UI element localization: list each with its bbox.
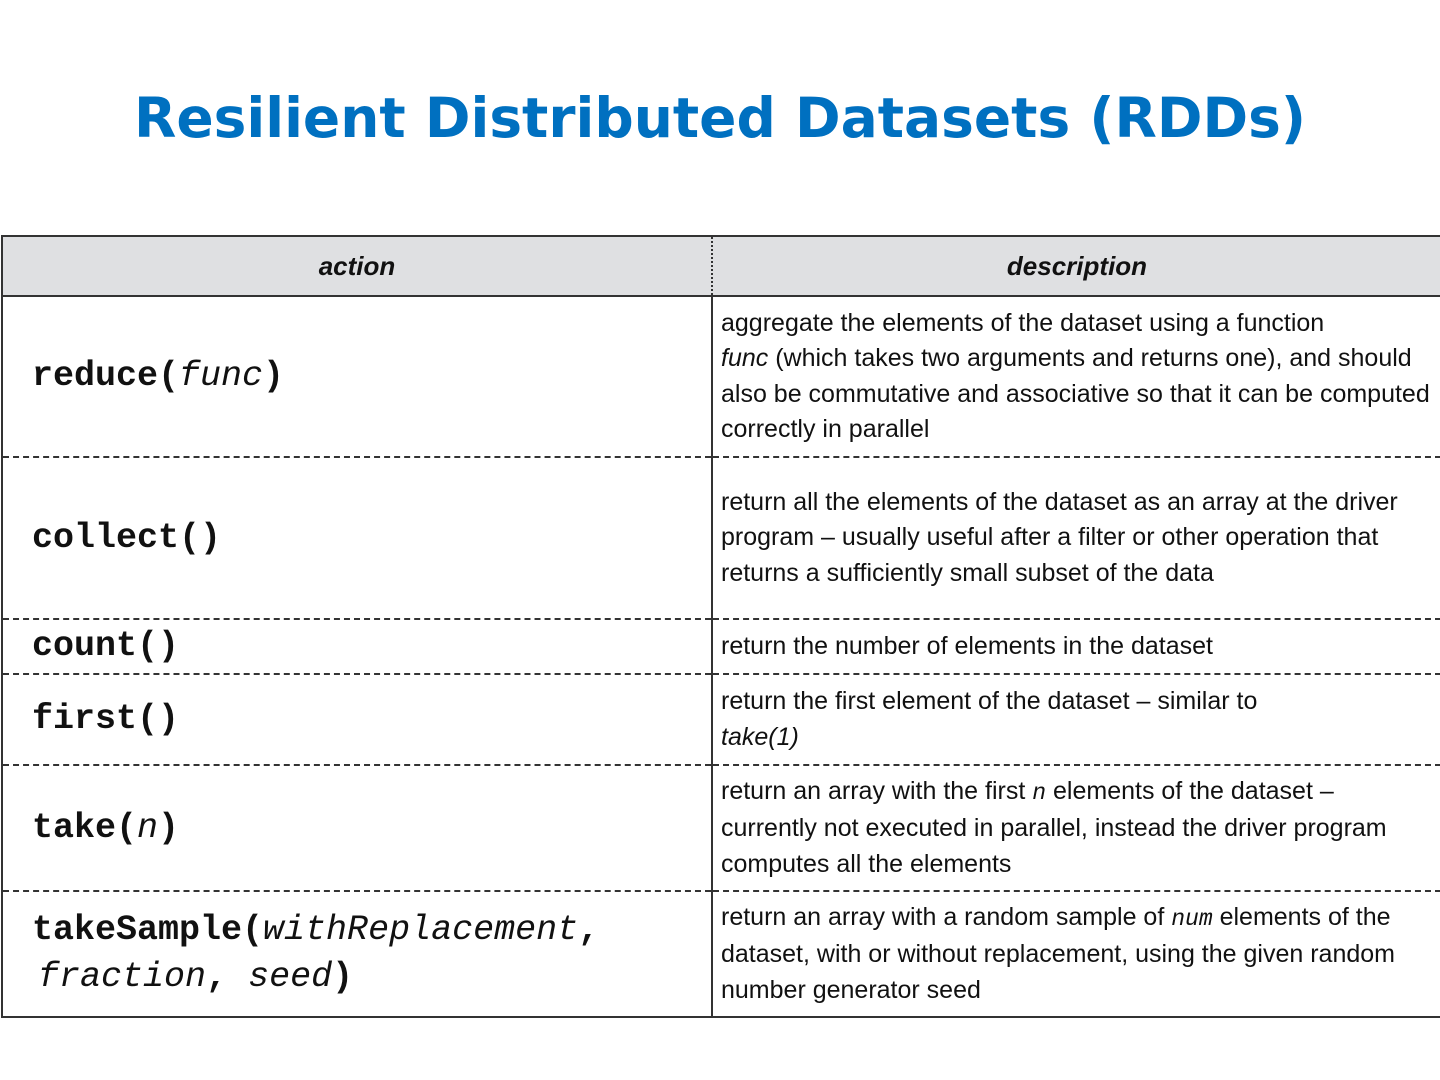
action-cell-takesample bbox=[2, 891, 712, 1017]
action-cell-count bbox=[2, 619, 712, 674]
table-row bbox=[2, 619, 1440, 674]
fn-name: reduce( bbox=[32, 356, 180, 396]
desc-code: n bbox=[1032, 779, 1047, 806]
description-cell-takesample bbox=[712, 891, 1440, 1017]
desc-text: aggregate the elements of the dataset using a function bbox=[721, 308, 1325, 337]
action-cell-take bbox=[2, 765, 712, 891]
table-row bbox=[2, 457, 1440, 619]
page-title: Resilient Distributed Datasets (RDDs) bbox=[133, 86, 1307, 150]
description-cell-count bbox=[712, 619, 1440, 674]
desc-text: return the first element of the dataset – similar to bbox=[721, 687, 1258, 715]
desc-text: return an array with a random sample of bbox=[721, 902, 1165, 931]
rdd-actions-table bbox=[1, 235, 1440, 1018]
fn-comma-1: , bbox=[578, 910, 600, 950]
table-row bbox=[2, 296, 1440, 457]
fn-arg-2: fraction bbox=[38, 957, 207, 997]
fn-name: count() bbox=[32, 626, 180, 666]
description-cell-take bbox=[712, 765, 1440, 891]
fn-line-2 bbox=[32, 954, 711, 1001]
fn-arg-1: withReplacement bbox=[263, 910, 579, 950]
fn-close: ) bbox=[332, 957, 354, 997]
desc-text-post: (which takes two arguments and returns one), and should also be commutative and associative so that it can be computed correctly in parallel bbox=[721, 344, 1430, 443]
description-cell-collect bbox=[712, 457, 1440, 619]
table-row bbox=[2, 891, 1440, 1017]
fn-close: ) bbox=[263, 356, 285, 396]
fn-close: ) bbox=[158, 807, 180, 848]
fn-name: takeSample( bbox=[32, 910, 264, 950]
desc-text: return an array with the first bbox=[721, 776, 1026, 805]
action-cell-collect bbox=[2, 457, 712, 619]
fn-arg-3: seed bbox=[248, 957, 333, 997]
desc-text-post: elements of the dataset – currently not executed in parallel, instead the driver program computes all the elements bbox=[721, 776, 1387, 878]
desc-emphasis: func bbox=[721, 344, 769, 372]
description-cell-reduce bbox=[712, 296, 1440, 457]
table-row bbox=[2, 765, 1440, 891]
action-cell-first bbox=[2, 674, 712, 765]
fn-arg: n bbox=[137, 807, 159, 848]
table-header-row bbox=[2, 236, 1440, 296]
desc-text-post: elements of the dataset, with or without replacement, using the given random number generator seed bbox=[721, 902, 1395, 1004]
desc-code: num bbox=[1171, 905, 1213, 932]
header-description: description bbox=[712, 236, 1440, 296]
fn-name: collect() bbox=[32, 517, 222, 558]
action-cell-reduce bbox=[2, 296, 712, 457]
desc-text: return all the elements of the dataset as an array at the driver program – usually useful after a filter or other operation that returns a sufficiently small subset of the data bbox=[721, 487, 1398, 587]
fn-name: first() bbox=[32, 699, 180, 739]
fn-comma-2: , bbox=[206, 957, 228, 997]
fn-name: take( bbox=[32, 807, 138, 848]
header-action: action bbox=[2, 236, 712, 296]
fn-arg: func bbox=[179, 356, 264, 396]
desc-emphasis: take(1) bbox=[721, 722, 799, 751]
table-row bbox=[2, 674, 1440, 765]
desc-text: return the number of elements in the dataset bbox=[721, 631, 1213, 660]
description-cell-first bbox=[712, 674, 1440, 765]
